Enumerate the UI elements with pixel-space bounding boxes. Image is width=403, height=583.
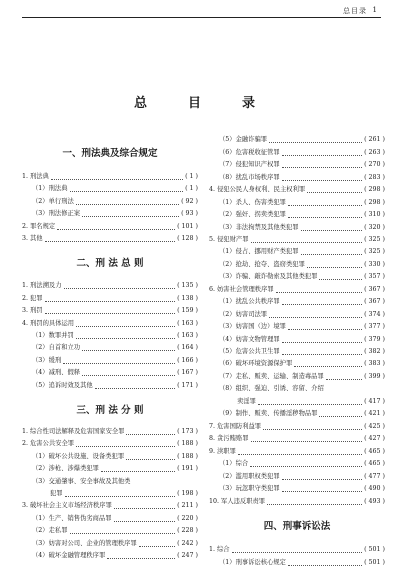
- toc-entry-page: ( 188 ): [177, 453, 198, 460]
- toc-entry-title: （6）危害税收征管罪: [219, 149, 280, 156]
- leader-dots: [51, 173, 183, 180]
- toc-entry[interactable]: [32, 342, 198, 353]
- header-page-number: 1: [372, 6, 377, 14]
- toc-entry-page: ( 263 ): [364, 149, 385, 156]
- toc-entry-title: （1）数罪并罚: [32, 332, 74, 339]
- toc-entry-title: （2）自首和立功: [32, 344, 81, 351]
- toc-entry-page: ( 159 ): [177, 307, 198, 314]
- toc-entry-title: （2）强奸、拐卖类犯罪: [219, 211, 286, 218]
- toc-entry-title: （5）金融诈骗罪: [219, 136, 268, 143]
- toc-entry-title: （1）杀人、伤害类犯罪: [219, 199, 286, 206]
- toc-entry[interactable]: [219, 383, 385, 394]
- toc-entry-page: ( 211 ): [177, 502, 198, 509]
- toc-entry-page: ( 261 ): [364, 136, 385, 143]
- toc-entry[interactable]: [32, 196, 198, 207]
- leader-dots: [251, 435, 363, 442]
- toc-entry[interactable]: [22, 305, 198, 316]
- leader-dots: [282, 473, 362, 480]
- toc-entry-page: ( 325 ): [364, 248, 385, 255]
- leader-dots: [114, 502, 175, 509]
- section-heading: 三、刑 法 分 则: [76, 405, 144, 416]
- toc-entry-page: ( 164 ): [177, 344, 198, 351]
- toc-entry-title: （1）破坏公共设施、设备类犯罪: [32, 453, 125, 460]
- toc-entry-page: ( 270 ): [364, 161, 385, 168]
- toc-entry-page: ( 367 ): [364, 298, 385, 305]
- toc-entry[interactable]: [219, 172, 385, 183]
- toc-entry[interactable]: [209, 433, 385, 444]
- toc-entry[interactable]: [209, 284, 385, 295]
- toc-entry[interactable]: [32, 550, 198, 561]
- leader-dots: [269, 311, 362, 318]
- toc-entry-title: （1）生产、销售伪劣商品罪: [32, 515, 112, 522]
- toc-entry-title: （4）妨害文物管理罪: [219, 336, 280, 343]
- toc-entry-title: 3. 其他: [22, 235, 43, 242]
- leader-dots: [114, 515, 175, 522]
- toc-entry[interactable]: [219, 159, 385, 170]
- toc-entry-page: ( 171 ): [177, 382, 198, 389]
- toc-entry-page: ( 367 ): [364, 286, 385, 293]
- toc-entry-page: ( 93 ): [181, 210, 198, 217]
- toc-entry-title: （5）追诉时效及其他: [32, 382, 93, 389]
- toc-entry[interactable]: [32, 183, 198, 194]
- toc-entry-title: 1. 刑法典: [22, 173, 49, 180]
- toc-entry[interactable]: [32, 208, 198, 219]
- leader-dots: [326, 373, 362, 380]
- toc-entry-page: ( 188 ): [177, 440, 198, 447]
- toc-entry[interactable]: [32, 451, 198, 462]
- toc-entry-page: ( 383 ): [364, 360, 385, 367]
- toc-entry-title: （2）涉枪、涉爆类犯罪: [32, 465, 99, 472]
- toc-entry[interactable]: [22, 426, 198, 437]
- toc-entry-page: ( 167 ): [177, 369, 198, 376]
- toc-entry-title: （6）破坏环境资源保护罪: [219, 360, 293, 367]
- toc-entry-page: ( 198 ): [177, 490, 198, 497]
- toc-entry[interactable]: [22, 221, 198, 232]
- toc-entry[interactable]: [32, 463, 198, 474]
- leader-dots: [70, 185, 184, 192]
- toc-entry[interactable]: [219, 309, 385, 320]
- toc-entry-page: ( 298 ): [364, 186, 385, 193]
- toc-entry-page: ( 501 ): [364, 546, 385, 553]
- leader-dots: [282, 174, 362, 181]
- toc-entry-page: ( 379 ): [364, 336, 385, 343]
- leader-dots: [294, 360, 362, 367]
- toc-entry-title: （3）交通肇事、安全事故及其他类: [32, 478, 131, 485]
- leader-dots: [232, 546, 362, 553]
- toc-entry[interactable]: [32, 513, 198, 524]
- leader-dots: [251, 236, 363, 243]
- toc-entry-title: （8）组织、强迫、引诱、容留、介绍: [219, 385, 324, 392]
- toc-entry-page: ( 92 ): [181, 198, 198, 205]
- toc-entry-page: ( 382 ): [364, 348, 385, 355]
- toc-entry-page: ( 427 ): [364, 435, 385, 442]
- toc-entry[interactable]: [32, 525, 198, 536]
- toc-entry-title: 1. 综合性司法解释及危害国家安全罪: [22, 428, 125, 435]
- leader-dots: [307, 186, 362, 193]
- leader-dots: [101, 465, 175, 472]
- leader-dots: [64, 282, 176, 289]
- leader-dots: [288, 559, 362, 566]
- leader-dots: [282, 161, 362, 168]
- leader-dots: [250, 460, 362, 467]
- toc-entry[interactable]: [22, 233, 198, 244]
- leader-dots: [126, 453, 175, 460]
- toc-entry-page: ( 163 ): [177, 320, 198, 327]
- toc-entry[interactable]: [219, 209, 385, 220]
- leader-dots: [319, 410, 362, 417]
- toc-entry-title: （1）扰乱公共秩序罪: [219, 298, 280, 305]
- running-header: [0, 0, 403, 20]
- toc-entry-title: 1. 刑法溯及力: [22, 282, 62, 289]
- leader-dots: [301, 248, 362, 255]
- toc-entry-title: （5）危害公共卫生罪: [219, 348, 280, 355]
- page-title: 总 目 录: [133, 96, 269, 111]
- toc-entry-title: （4）减刑、假释: [32, 369, 81, 376]
- leader-dots: [301, 224, 362, 231]
- toc-entry-title: 5. 侵犯财产罪: [209, 236, 249, 243]
- toc-entry-title: （1）刑事诉讼核心规定: [219, 559, 286, 566]
- leader-dots: [288, 211, 362, 218]
- toc-entry-page: ( 330 ): [364, 261, 385, 268]
- toc-entry[interactable]: [22, 438, 198, 449]
- toc-entry-title: （3）缓刑: [32, 357, 62, 364]
- leader-dots: [45, 295, 175, 302]
- toc-entry-page: ( 101 ): [177, 223, 198, 230]
- leader-dots: [282, 149, 362, 156]
- toc-entry-title: （9）制作、贩卖、传播淫秽物品罪: [219, 410, 318, 417]
- toc-entry-page: ( 191 ): [177, 465, 198, 472]
- toc-entry[interactable]: [219, 321, 385, 332]
- toc-entry-title: （2）走私罪: [32, 527, 68, 534]
- toc-entry-page: ( 493 ): [364, 498, 385, 505]
- toc-entry[interactable]: [219, 371, 385, 382]
- toc-entry-page: ( 163 ): [177, 332, 198, 339]
- toc-entry[interactable]: [219, 222, 385, 233]
- toc-entry[interactable]: [219, 334, 385, 345]
- toc-entry-page: ( 310 ): [364, 211, 385, 218]
- leader-dots: [82, 344, 175, 351]
- toc-entry[interactable]: [22, 280, 198, 291]
- header-title: 总目录: [343, 7, 367, 15]
- leader-dots: [263, 423, 362, 430]
- toc-entry-title: （4）破坏金融管理秩序罪: [32, 552, 106, 559]
- toc-entry-page: ( 283 ): [364, 174, 385, 181]
- toc-entry[interactable]: [209, 446, 385, 457]
- leader-dots: [319, 273, 362, 280]
- toc-entry-page: ( 220 ): [177, 515, 198, 522]
- toc-entry[interactable]: [219, 259, 385, 270]
- toc-entry[interactable]: [209, 234, 385, 245]
- toc-entry-page: ( 173 ): [177, 428, 198, 435]
- toc-entry-page: ( 465 ): [364, 448, 385, 455]
- leader-dots: [282, 298, 362, 305]
- toc-entry[interactable]: [219, 134, 385, 145]
- toc-entry-title: （7）走私、贩卖、运输、制造毒品罪: [219, 373, 324, 380]
- toc-entry[interactable]: [22, 500, 198, 511]
- toc-entry-page: ( 128 ): [177, 235, 198, 242]
- toc-entry-title: （3）刑法修正案: [32, 210, 81, 217]
- leader-dots: [57, 223, 175, 230]
- toc-entry-title: 8. 贪污贿赂罪: [209, 435, 249, 442]
- toc-entry-page: ( 477 ): [364, 473, 385, 480]
- toc-entry-title: （1）刑法典: [32, 185, 68, 192]
- toc-entry-title: （2）妨害司法罪: [219, 311, 268, 318]
- toc-entry-title: 1. 综合: [209, 546, 230, 553]
- toc-entry[interactable]: [32, 476, 198, 487]
- toc-entry-page: ( 228 ): [177, 527, 198, 534]
- toc-entry-page: ( 138 ): [177, 295, 198, 302]
- leader-dots: [307, 261, 362, 268]
- leader-dots: [276, 286, 362, 293]
- toc-entry-page: ( 325 ): [364, 236, 385, 243]
- toc-entry[interactable]: [219, 358, 385, 369]
- toc-entry-title: 6. 妨害社会管理秩序罪: [209, 286, 274, 293]
- toc-entry-title: （8）扰乱市场秩序罪: [219, 174, 280, 181]
- toc-entry-page: ( 501 ): [364, 559, 385, 566]
- leader-dots: [126, 428, 175, 435]
- toc-entry[interactable]: [22, 171, 198, 182]
- toc-entry-title: 3. 刑罚: [22, 307, 43, 314]
- toc-entry[interactable]: [219, 246, 385, 257]
- leader-dots: [65, 490, 175, 497]
- toc-entry-title: 10. 军人违反职责罪: [209, 498, 266, 505]
- toc-entry-page: ( 298 ): [364, 199, 385, 206]
- leader-dots: [63, 357, 175, 364]
- toc-entry[interactable]: [22, 318, 198, 329]
- toc-entry-page: ( 1 ): [185, 185, 198, 192]
- toc-entry[interactable]: [219, 271, 385, 282]
- toc-entry-page: ( 377 ): [364, 323, 385, 330]
- section-heading: 二、刑 法 总 则: [76, 258, 144, 269]
- leader-dots: [258, 398, 362, 405]
- section-heading: 一、刑法典及综合规定: [62, 148, 158, 159]
- toc-entry-page: ( 490 ): [364, 485, 385, 492]
- leader-dots: [238, 448, 362, 455]
- toc-entry[interactable]: [219, 458, 385, 469]
- toc-entry-title: （7）侵犯知识产权罪: [219, 161, 280, 168]
- toc-entry[interactable]: [32, 380, 198, 391]
- toc-entry-title: 卖淫罪: [237, 398, 256, 405]
- toc-entry-title: 4. 刑罚的具体运用: [22, 320, 75, 327]
- leader-dots: [139, 540, 175, 547]
- toc-entry-title: （3）妨害对公司、企业的管理秩序罪: [32, 540, 137, 547]
- toc-entry-title: （3）非法拘禁及其他类犯罪: [219, 224, 299, 231]
- toc-entry[interactable]: [219, 557, 385, 568]
- toc-entry-page: ( 421 ): [364, 410, 385, 417]
- toc-entry-title: 2. 犯罪: [22, 295, 43, 302]
- toc-entry[interactable]: [22, 293, 198, 304]
- toc-entry-page: ( 417 ): [364, 398, 385, 405]
- leader-dots: [45, 235, 175, 242]
- leader-dots: [282, 336, 362, 343]
- toc-entry-page: ( 357 ): [364, 273, 385, 280]
- toc-entry-page: ( 425 ): [364, 423, 385, 430]
- leader-dots: [107, 552, 175, 559]
- toc-entry-title: 4. 侵犯公民人身权利、民主权利罪: [209, 186, 306, 193]
- leader-dots: [76, 440, 175, 447]
- leader-dots: [76, 320, 175, 327]
- toc-entry[interactable]: [209, 184, 385, 195]
- leader-dots: [288, 199, 362, 206]
- toc-entry[interactable]: [32, 330, 198, 341]
- leader-dots: [288, 323, 362, 330]
- toc-entry-title: （1）侵占、挪用财产类犯罪: [219, 248, 299, 255]
- section-heading: 四、刑事诉讼法: [263, 521, 331, 532]
- toc-entry-page: ( 247 ): [177, 552, 198, 559]
- leader-dots: [282, 348, 362, 355]
- toc-entry-title: （1）综合: [219, 460, 249, 467]
- toc-entry-title: （3）诈骗、敲诈勒索及其他类犯罪: [219, 273, 318, 280]
- toc-entry-title: 2. 罪名规定: [22, 223, 56, 230]
- toc-entry[interactable]: [219, 346, 385, 357]
- toc-entry[interactable]: [219, 197, 385, 208]
- toc-entry-title: （2）抢劫、抢夺、盗窃类犯罪: [219, 261, 305, 268]
- leader-dots: [269, 136, 362, 143]
- leader-dots: [70, 527, 176, 534]
- toc-entry[interactable]: [219, 408, 385, 419]
- leader-dots: [282, 485, 362, 492]
- toc-entry-title: （2）滥用职权类犯罪: [219, 473, 280, 480]
- toc-entry[interactable]: [50, 488, 198, 499]
- leader-dots: [95, 382, 175, 389]
- leader-dots: [82, 210, 179, 217]
- toc-entry-title: 2. 危害公共安全罪: [22, 440, 75, 447]
- header-rule: [22, 17, 381, 18]
- toc-entry[interactable]: [219, 296, 385, 307]
- toc-entry-title: 7. 危害国防利益罪: [209, 423, 262, 430]
- toc-entry-title: （2）单行刑法: [32, 198, 74, 205]
- toc-entry-page: ( 465 ): [364, 460, 385, 467]
- leader-dots: [76, 198, 179, 205]
- toc-entry-page: ( 1 ): [185, 173, 198, 180]
- toc-entry[interactable]: [219, 471, 385, 482]
- toc-entry[interactable]: [237, 396, 385, 407]
- leader-dots: [76, 332, 175, 339]
- toc-entry-page: ( 399 ): [364, 373, 385, 380]
- toc-entry[interactable]: [32, 538, 198, 549]
- toc-entry-title: （3）玩忽职守类犯罪: [219, 485, 280, 492]
- toc-entry-page: ( 166 ): [177, 357, 198, 364]
- toc-entry-title: 3. 破坏社会主义市场经济秩序罪: [22, 502, 112, 509]
- toc-entry-title: 9. 渎职罪: [209, 448, 236, 455]
- toc-entry[interactable]: [209, 496, 385, 507]
- leader-dots: [82, 369, 175, 376]
- toc-entry-title: 犯罪: [50, 490, 63, 497]
- toc-entry[interactable]: [32, 355, 198, 366]
- toc-entry[interactable]: [32, 367, 198, 378]
- toc-entry-title: （3）妨害国（边）境罪: [219, 323, 286, 330]
- leader-dots: [267, 498, 362, 505]
- toc-entry[interactable]: [219, 147, 385, 158]
- toc-entry[interactable]: [219, 483, 385, 494]
- toc-entry-page: ( 242 ): [177, 540, 198, 547]
- toc-entry-page: ( 135 ): [177, 282, 198, 289]
- toc-entry[interactable]: [209, 544, 385, 555]
- toc-entry-page: ( 320 ): [364, 224, 385, 231]
- leader-dots: [45, 307, 175, 314]
- toc-entry[interactable]: [209, 421, 385, 432]
- toc-entry-page: ( 374 ): [364, 311, 385, 318]
